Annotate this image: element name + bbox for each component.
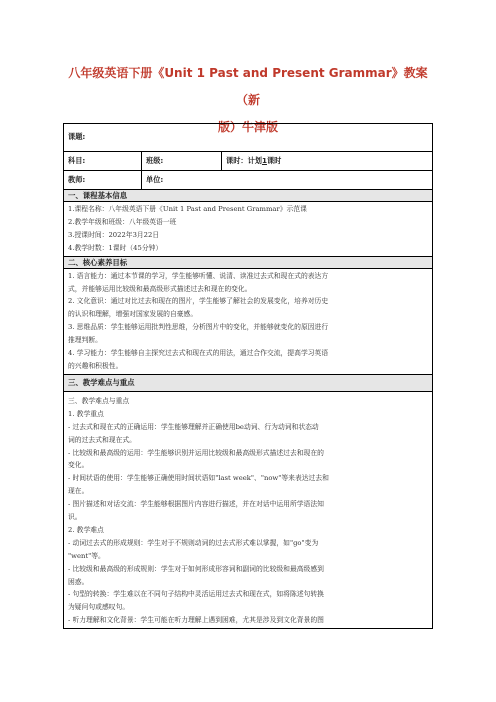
section-line: 现在。	[68, 487, 89, 496]
section-line: 2.教学年级和班级：八年级英语一班	[68, 217, 177, 226]
subject-row	[64, 151, 432, 170]
section-heading: 三、教学难点与重点	[64, 375, 432, 391]
title-line-1: 八年级英语下册《Unit 1 Past and Present Grammar》教案 （新	[68, 66, 428, 107]
section-3-body-row	[64, 391, 432, 628]
section-line: 为疑问句或感叹句。	[68, 603, 130, 612]
topic-label: 课题:	[68, 132, 86, 142]
section-heading: 一、课程基本信息	[64, 190, 432, 201]
section-line: 2. 教学难点	[68, 525, 104, 534]
period-value: 1	[261, 155, 267, 165]
section-line: - 过去式和现在式的正确运用：学生能够理解并正确使用be动词、行为动词和状态动	[68, 422, 319, 431]
period-cell	[221, 152, 432, 170]
section-line: 识。	[68, 513, 82, 522]
section-line: - 比较级和最高级的运用：学生能够识别并运用比较级和最高级形式描述过去和现在的	[68, 448, 324, 457]
section-heading: 二、核心素养目标	[64, 257, 432, 268]
section-body	[64, 269, 432, 374]
lesson-plan-table	[63, 123, 433, 629]
class-label: 班级:	[141, 152, 221, 170]
section-1-body-row	[64, 201, 432, 256]
subject-label: 科目:	[68, 155, 86, 165]
section-line: - 比较级和最高级的形成规则：学生对于如何形成形容词和副词的比较级和最高级感到	[68, 564, 324, 573]
section-line: 的兴趣和积极性。	[68, 361, 123, 370]
teacher-row	[64, 170, 432, 189]
section-line: - 句型的转换：学生难以在不同句子结构中灵活运用过去式和现在式，如将陈述句转换	[68, 590, 324, 599]
section-2-heading-row	[64, 256, 432, 268]
section-3-heading-row	[64, 374, 432, 391]
section-line: 3. 思维品质：学生能够运用批判性思维，分析图片中的变化，并能够就变化的原因进行	[68, 323, 329, 332]
teacher-label: 教师:	[68, 174, 86, 184]
topic-row	[64, 124, 432, 151]
section-2-body-row	[64, 268, 432, 374]
section-line: 式，并能够运用比较级和最高级形式描述过去和现在的变化。	[68, 284, 252, 293]
section-line: - 时间状语的使用：学生能够正确使用时间状语如"last week"、"now"等来表达过去和	[68, 474, 329, 483]
section-line: 1.课程名称：八年级英语下册《Unit 1 Past and Present Grammar》示范课	[68, 205, 307, 213]
title-line-2: 版）牛津版	[217, 120, 278, 134]
section-line: 1. 教学重点	[68, 409, 104, 418]
section-1-heading-row	[64, 189, 432, 201]
section-line: 的认识和理解，增强对国家发展的自豪感。	[68, 310, 198, 319]
period-suffix: 课时	[266, 155, 282, 165]
section-line: - 听力理解和文化背景：学生可能在听力理解上遇到困难，尤其是涉及到文化背景的图	[68, 616, 324, 625]
section-line: 三、教学难点与重点	[68, 396, 130, 405]
section-line: 推理判断。	[68, 336, 102, 345]
section-line: 3.授课时间：2022年3月22日	[68, 230, 160, 239]
section-line: 4.教学时数：1课时（45分钟）	[68, 243, 163, 252]
unit-label: 单位:	[141, 171, 432, 189]
section-line: - 图片描述和对话交流：学生能够根据图片内容进行描述，并在对话中运用所学语法知	[68, 500, 324, 509]
section-line: 1. 语言能力：通过本节课的学习，学生能够听懂、说清、读准过去式和现在式的表达方	[68, 271, 329, 280]
section-line: 困惑。	[68, 577, 89, 586]
section-line: "went"等。	[68, 551, 105, 560]
section-body	[64, 202, 432, 256]
section-line: - 动词过去式的形成规则：学生对于不规则动词的过去式形式难以掌握，如"go"变为	[68, 538, 319, 547]
section-line: 词的过去式和现在式。	[68, 435, 136, 444]
section-line: 2. 文化意识：通过对比过去和现在的图片，学生能够了解社会的发展变化，培养对历史	[68, 297, 329, 306]
period-prefix: 课时：计划	[226, 155, 262, 165]
section-body	[64, 392, 432, 628]
section-line: 4. 学习能力：学生能够自主探究过去式和现在式的用法，通过合作交流，提高学习英语	[68, 349, 329, 358]
section-line: 变化。	[68, 461, 89, 470]
